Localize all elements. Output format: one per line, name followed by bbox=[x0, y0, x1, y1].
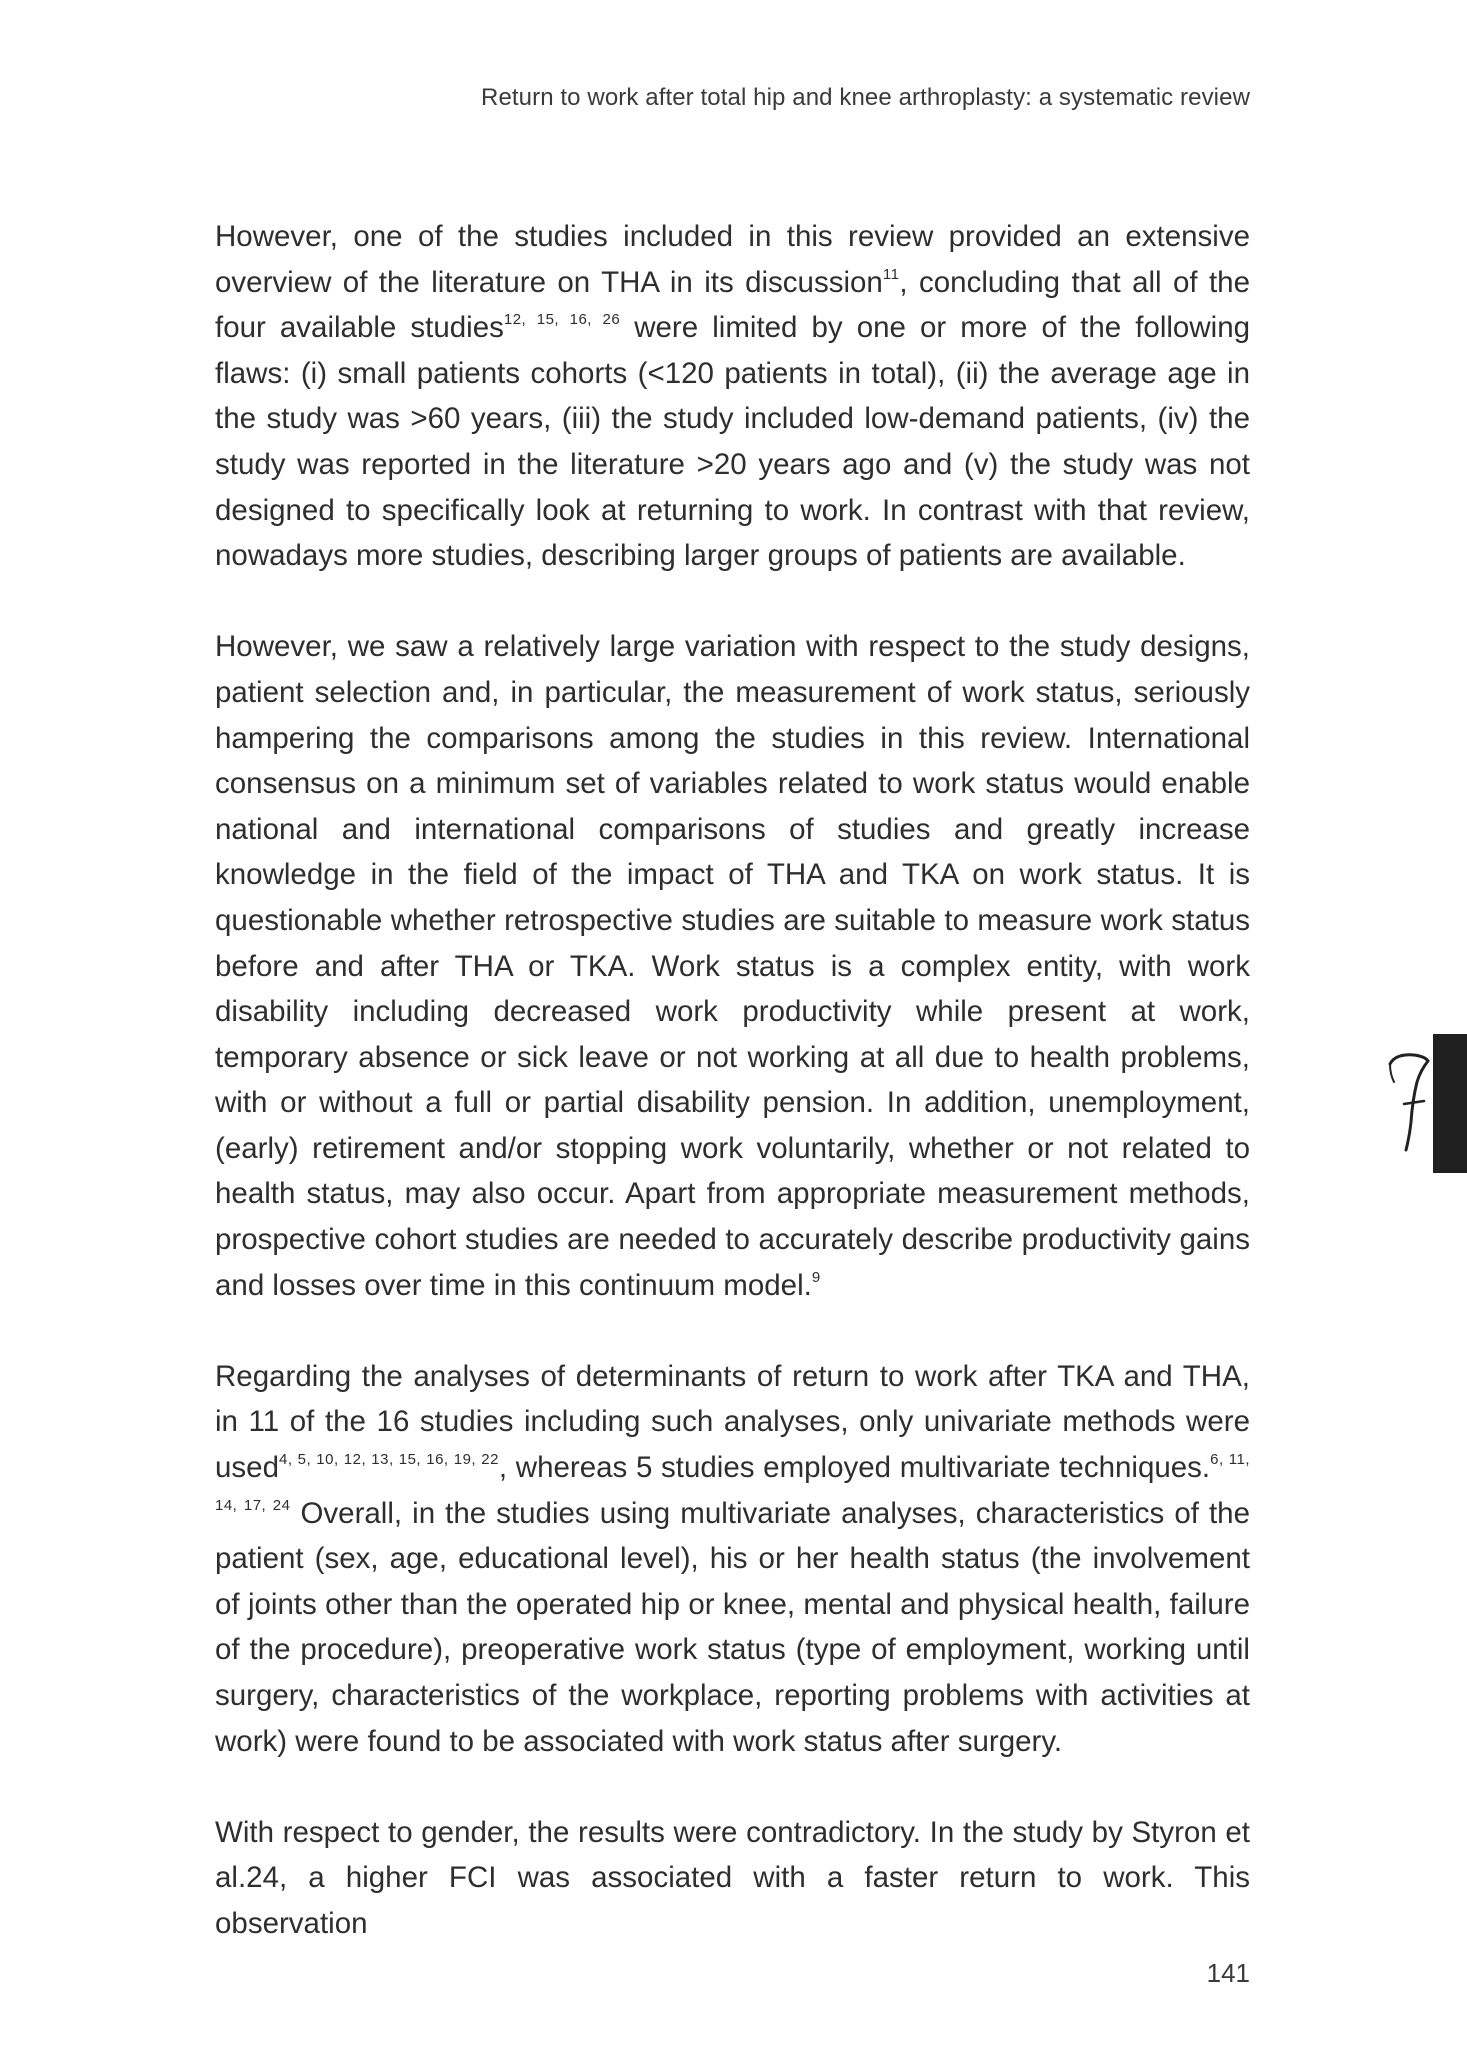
paragraph-text: were limited by one or more of the following flaws: (i) small patients cohorts (<120 patients in total), (ii) the average age in the study was >60 years, (iii) the study included low-demand patients, (iv) the study was reported in the literature >20 years ago and (v) the study was not designed to specifically look at returning to work. In contrast with that review, nowadays more studies, describing larger groups of patients are available. bbox=[215, 311, 1251, 573]
paragraph-3 bbox=[215, 1354, 1250, 1764]
paragraph-text: Overall, in the studies using multivariate analyses, characteristics of the patient (sex, age, educational level), his or her health status (the involvement of joints other than the operated hip or knee, mental and physical health, failure of the procedure), preoperative work status (type of employment, working until surgery, characteristics of the workplace, reporting problems with activities at work) were found to be associated with work status after surgery. bbox=[215, 1496, 1250, 1758]
page-number: 141 bbox=[1206, 1958, 1250, 1988]
paragraph-1 bbox=[215, 214, 1250, 579]
paragraph-text: Regarding the analyses of determinants of return to work after TKA and THA, in 11 of the 16 studies including such analyses, only univariate methods were used bbox=[215, 1359, 1250, 1485]
paragraph-text: With respect to gender, the results were contradictory. In the study by Styron et al.24, a higher FCI was associated with a faster return to work. This observation bbox=[215, 1815, 1250, 1940]
citation-superscript: 4, 5, 10, 12, 13, 15, 16, 19, 22 bbox=[278, 1451, 499, 1469]
chapter-number-glyph bbox=[1384, 1052, 1434, 1152]
paragraph-text: However, we saw a relatively large variation with respect to the study designs, patient selection and, in particular, the measurement of work status, seriously hampering the comparisons among the studies in this review. International consensus on a minimum set of variables related to work status would enable national and international comparisons of studies and greatly increase knowledge in the field of the impact of THA and TKA on work status. It is questionable whether retrospective studies are suitable to measure work status before and after THA or TKA. Work status is a complex entity, with work disability including decreased work productivity while present at work, temporary absence or sick leave or not working at all due to health problems, with or without a full or partial disability pension. In addition, unemployment, (early) retirement and/or stopping work voluntarily, whether or not related to health status, may also occur. Apart from appropriate measurement methods, prospective cohort studies are needed to accurately describe productivity gains and losses over time in this continuum model. bbox=[215, 630, 1250, 1302]
citation-superscript: 9 bbox=[811, 1268, 821, 1286]
paragraph-text: , concluding that all of the four available studies bbox=[215, 265, 1250, 345]
paragraph-4 bbox=[215, 1810, 1250, 1947]
body-text bbox=[215, 214, 1250, 1992]
chapter-tab bbox=[1433, 1034, 1467, 1173]
citation-superscript: 11 bbox=[882, 265, 900, 283]
paragraph-2 bbox=[215, 624, 1250, 1308]
citation-superscript: 12, 15, 16, 26 bbox=[503, 311, 621, 329]
running-header: Return to work after total hip and knee arthroplasty: a systematic review bbox=[481, 84, 1250, 111]
paragraph-text: , whereas 5 studies employed multivariate techniques. bbox=[498, 1451, 1211, 1485]
paragraph-text: However, one of the studies included in this review provided an extensive overview of the literature on THA in its discussion bbox=[215, 220, 1250, 299]
citation-superscript: 6, 11, 14, 17, 24 bbox=[215, 1451, 1251, 1514]
